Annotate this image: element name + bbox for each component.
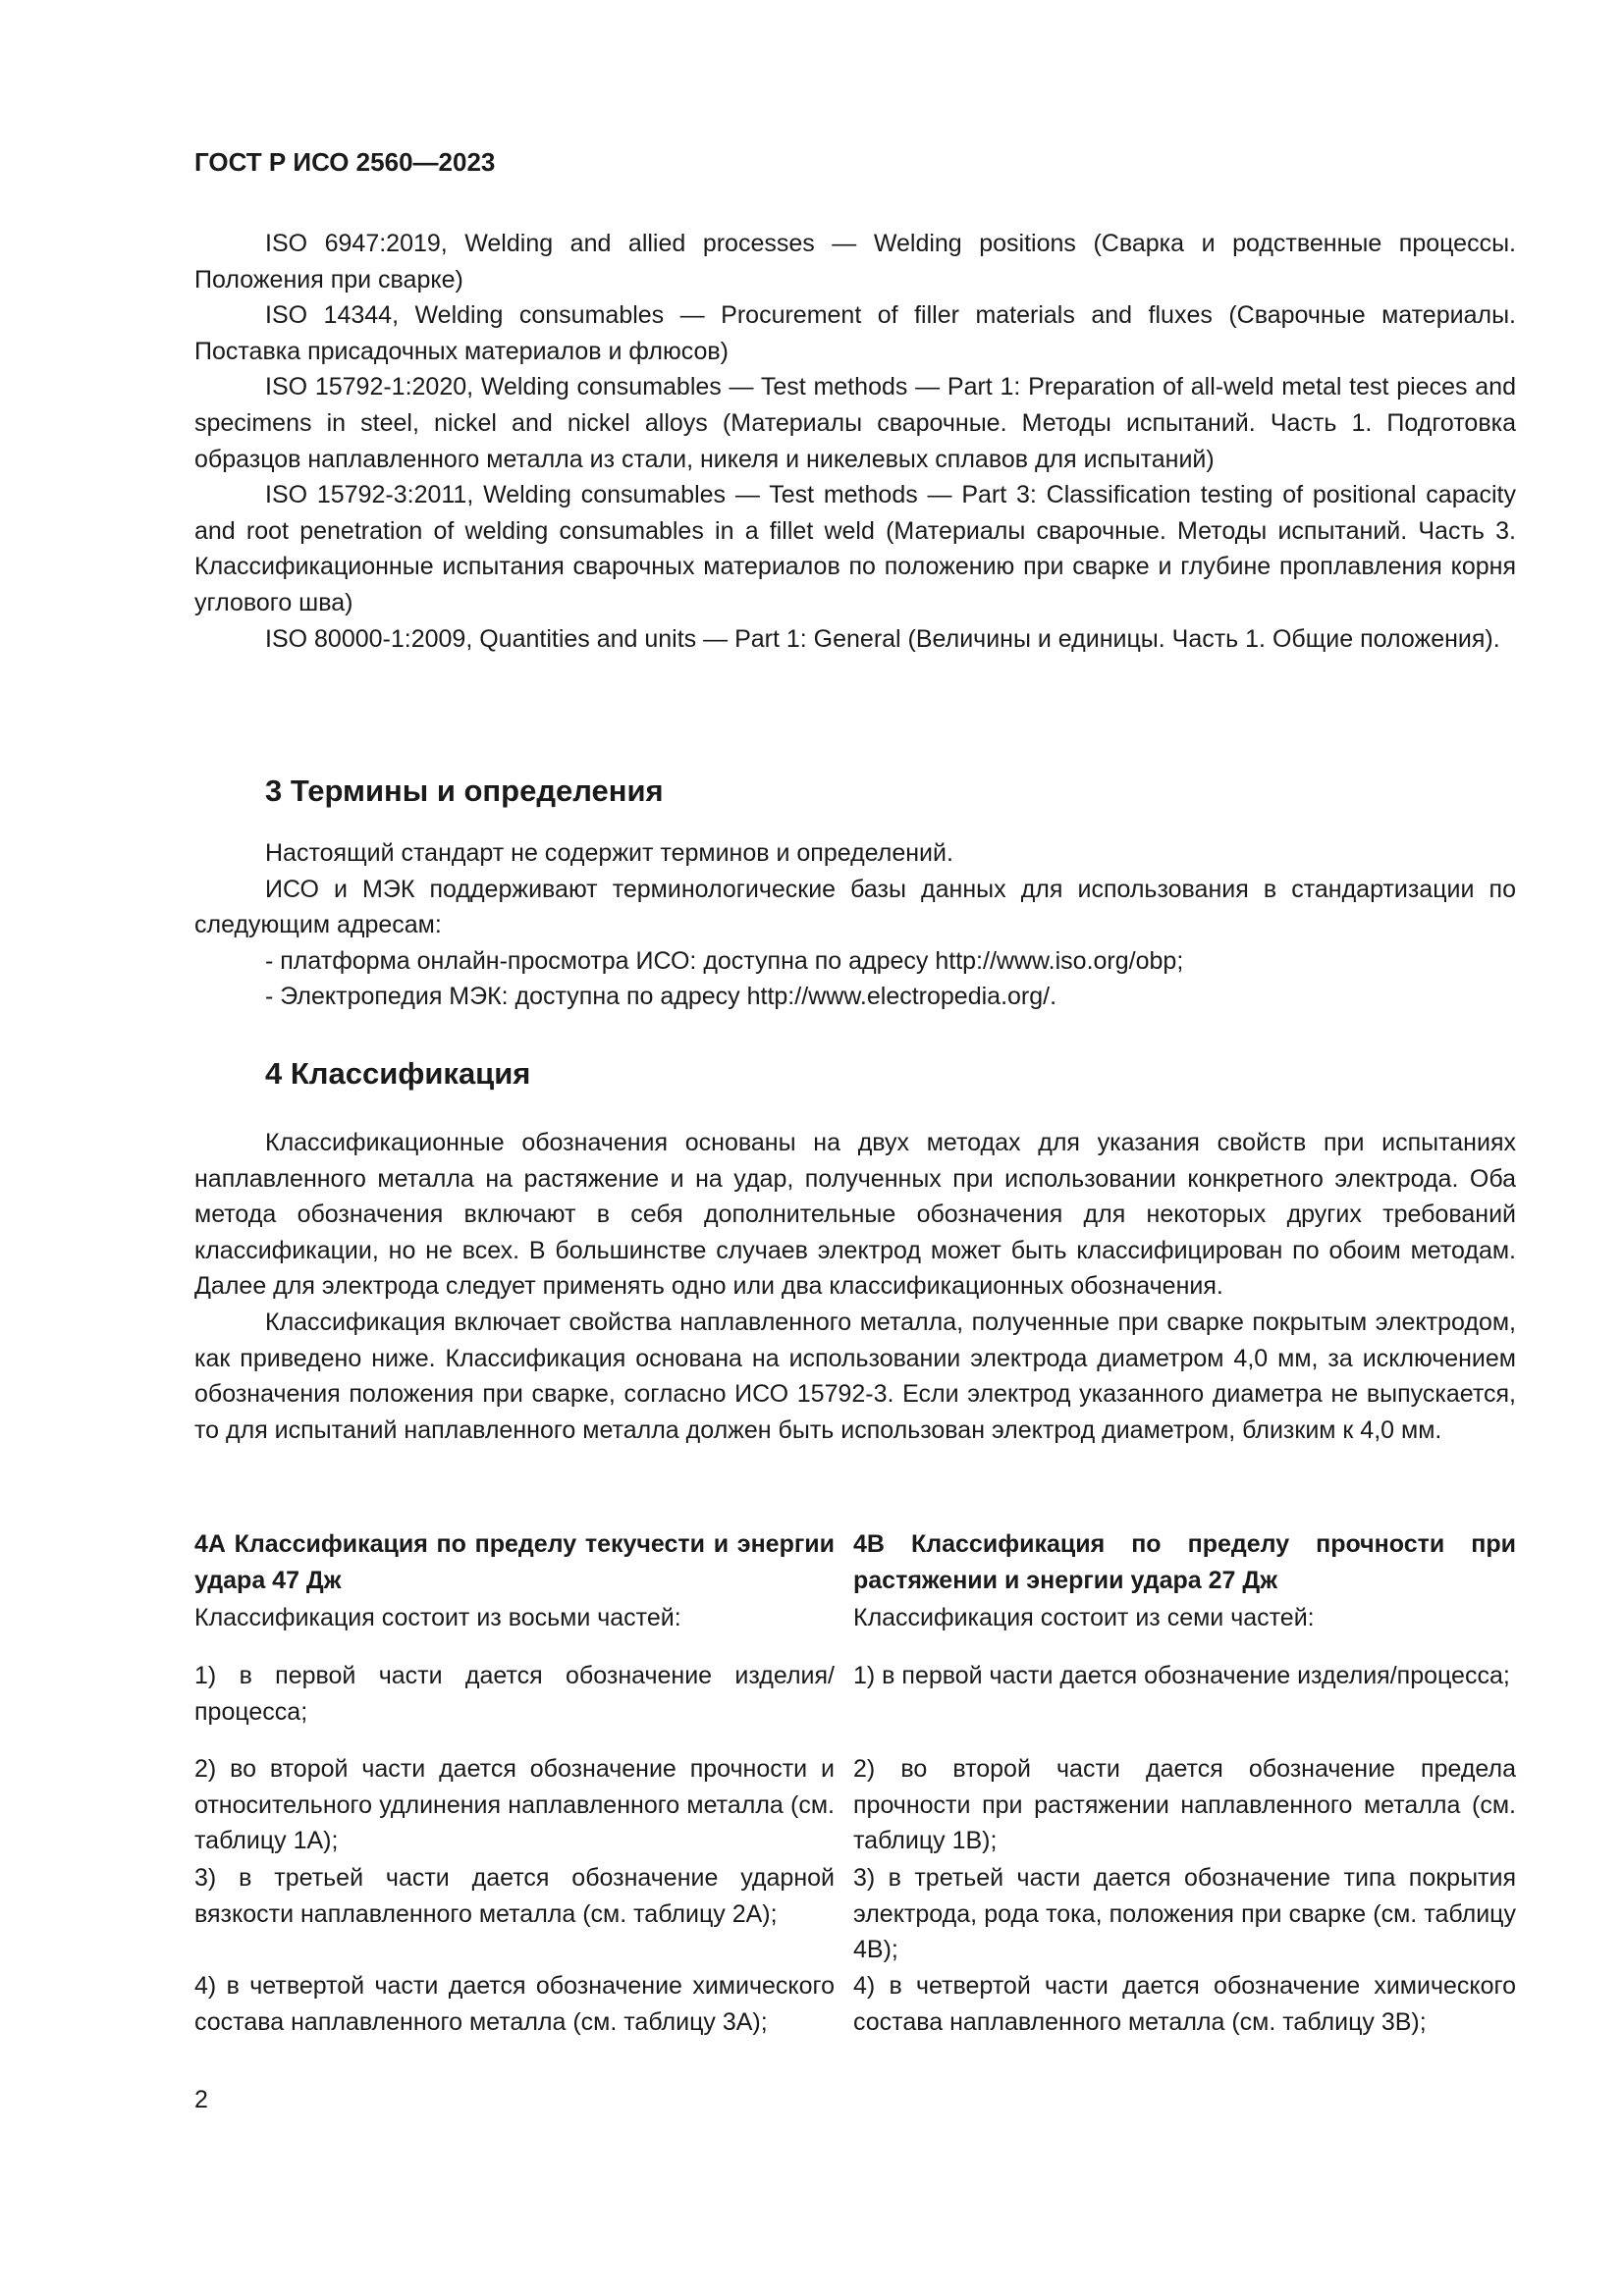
section-4-body	[194, 1125, 1516, 1448]
normative-references	[194, 226, 1516, 657]
list-item-4a-1: 1) в первой части дается обозначение изделия/процесса;	[194, 1662, 835, 1726]
reference-item: ISO 80000-1:2009, Quantities and units — Part 1: General (Величины и единицы. Часть 1. Общие положения).	[265, 624, 1500, 653]
paragraph: Настоящий стандарт не содержит терминов и определений.	[265, 839, 953, 867]
section-4a-heading: 4А Классификация по пределу текучести и энергии удара 47 Дж	[194, 1530, 835, 1594]
paragraph: Классификация включает свойства наплавленного металла, полученные при сварке покрытым электродом, как приведено ниже. Классификация основана на использовании электрода диаметром 4,0 мм, за исключением обозначения положения при сварке, согласно ИСО 15792-3. Если электрод указанного диаметра не выпускается, то для испытаний наплавленного металла должен быть использован электрод диаметром, близким к 4,0 мм.	[194, 1308, 1516, 1444]
list-item-4a-2: 2) во второй части дается обозначение прочности и относительного удлинения наплавленного металла (см. таблицу 1А);	[194, 1755, 835, 1855]
section-4a-intro: Классификация состоит из восьми частей:	[194, 1604, 681, 1631]
reference-item: ISO 6947:2019, Welding and allied processes — Welding positions (Сварка и родственные процессы. Положения при сварке)	[194, 230, 1516, 294]
list-item-4a-3: 3) в третьей части дается обозначение ударной вязкости наплавленного металла (см. таблицу 2А);	[194, 1864, 835, 1928]
reference-item: ISO 15792-1:2020, Welding consumables — Test methods — Part 1: Preparation of all-weld metal test pieces and specimens in steel, nickel and nickel alloys (Материалы сварочные. Методы испытаний. Часть 1. Подготовка образцов наплавленного металла из стали, никеля и никелевых сплавов для испытаний)	[194, 373, 1516, 473]
document-header: ГОСТ Р ИСО 2560—2023	[194, 147, 496, 177]
reference-item: ISO 15792-3:2011, Welding consumables — Test methods — Part 3: Classification testing of positional capacity and root penetration of welding consumables in a fillet weld (Материалы сварочные. Методы испытаний. Часть 3. Классификационные испытания сварочных материалов по положению при сварке и глубине проплавления корня углового шва)	[194, 481, 1516, 616]
list-item-4b-2: 2) во второй части дается обозначение предела прочности при растяжении наплавленного металла (см. таблицу 1В);	[853, 1755, 1516, 1855]
section-3-body	[194, 835, 1516, 1015]
section-4-heading: 4 Классификация	[265, 1056, 531, 1091]
page-number: 2	[194, 2086, 208, 2113]
list-item-4b-4: 4) в четвертой части дается обозначение химического состава наплавленного металла (см. таблицу 3В);	[853, 1972, 1516, 2036]
list-item-4a-4: 4) в четвертой части дается обозначение химического состава наплавленного металла (см. таблицу 3А);	[194, 1972, 835, 2036]
list-item: - платформа онлайн-просмотра ИСО: доступна по адресу http://www.iso.org/obp;	[265, 946, 1184, 975]
reference-item: ISO 14344, Welding consumables — Procurement of filler materials and fluxes (Сварочные материалы. Поставка присадочных материалов и флюсов)	[194, 301, 1516, 365]
list-item-4b-1: 1) в первой части дается обозначение изделия/процесса;	[853, 1662, 1510, 1689]
list-item-4b-3: 3) в третьей части дается обозначение типа покрытия электрода, рода тока, положения при сварке (см. таблицу 4В);	[853, 1864, 1516, 1964]
list-item: - Электропедия МЭК: доступна по адресу http://www.electropedia.org/.	[265, 983, 1057, 1011]
paragraph: ИСО и МЭК поддерживают терминологические базы данных для использования в стандартизации по следующим адресам:	[194, 875, 1516, 939]
section-4b-intro: Классификация состоит из семи частей:	[853, 1604, 1315, 1631]
section-4b-heading: 4В Классификация по пределу прочности при растяжении и энергии удара 27 Дж	[853, 1530, 1516, 1594]
section-3-heading: 3 Термины и определения	[265, 774, 664, 808]
paragraph: Классификационные обозначения основаны на двух методах для указания свойств при испытаниях наплавленного металла на растяжение и на удар, полученных при использовании конкретного электрода. Оба метода обозначения включают в себя дополнительные обозначения для некоторых других требований классификации, но не всех. В большинстве случаев электрод может быть классифицирован по обоим методам. Далее для электрода следует применять одно или два классификационных обозначения.	[194, 1129, 1516, 1301]
